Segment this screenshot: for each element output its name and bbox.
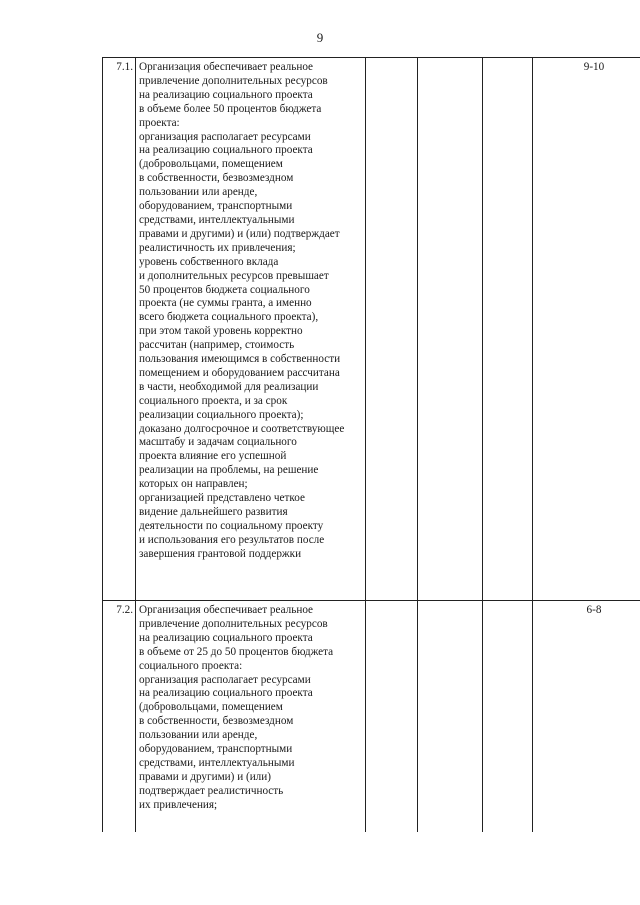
text-line: завершения грантовой поддержки xyxy=(139,547,302,560)
text-line: оборудованием, транспортными xyxy=(139,200,293,213)
text-line: на реализацию социального проекта xyxy=(139,144,313,157)
text-line: Организация обеспечивает реальное xyxy=(139,604,314,616)
text-line: подтверждает реалистичность xyxy=(139,784,284,797)
text-line: социального проекта, и за срок xyxy=(139,394,288,407)
text-line: пользовании или аренде, xyxy=(139,729,258,742)
text-line: средствами, интеллектуальными xyxy=(139,213,295,226)
empty-cell xyxy=(483,58,533,601)
text-line: и дополнительных ресурсов превышает xyxy=(139,269,329,282)
text-line: рассчитан (например, стоимость xyxy=(139,339,295,352)
text-line: при этом такой уровень корректно xyxy=(139,325,303,338)
text-line: видение дальнейшего развития xyxy=(139,506,288,518)
empty-cell xyxy=(483,601,533,833)
text-line: их привлечения; xyxy=(139,798,218,811)
text-line: в собственности, безвозмездном xyxy=(139,172,294,185)
text-line: проекта: xyxy=(139,116,180,129)
page-number: 9 xyxy=(316,30,324,45)
text-line: деятельности по социальному проекту xyxy=(139,519,324,532)
empty-cell xyxy=(366,601,418,833)
text-line: правами и другими) и (или) xyxy=(139,770,271,783)
text-line: масштабу и задачам социального xyxy=(139,436,297,449)
text-line: реалистичность их привлечения; xyxy=(139,241,296,254)
text-line: (добровольцами, помещением xyxy=(139,158,283,171)
text-line: пользования имеющимся в собственности xyxy=(139,353,341,366)
text-line: (добровольцами, помещением xyxy=(139,701,283,714)
text-line: реализации социального проекта); xyxy=(139,408,304,421)
text-line: в объеме от 25 до 50 процентов бюджета xyxy=(139,645,334,658)
text-line: оборудованием, транспортными xyxy=(139,743,293,756)
empty-cell xyxy=(418,58,483,601)
criterion-score: 9-10 xyxy=(533,58,640,601)
text-line: всего бюджета социального проекта), xyxy=(139,311,319,324)
text-line: доказано долгосрочное и соответствующее xyxy=(139,422,345,435)
text-line: помещением и оборудованием рассчитана xyxy=(139,366,340,379)
text-line: организацией представлено четкое xyxy=(139,492,305,505)
text-line: в объеме более 50 процентов бюджета xyxy=(139,102,322,115)
text-line: организация располагает ресурсами xyxy=(139,673,311,686)
criteria-table xyxy=(102,57,640,832)
table-row xyxy=(103,58,640,601)
criterion-score: 6-8 xyxy=(533,601,640,833)
text-line: проекта влияние его успешной xyxy=(139,450,287,463)
text-line: на реализацию социального проекта xyxy=(139,88,313,101)
text-line: и использования его результатов после xyxy=(139,533,325,546)
text-line: Организация обеспечивает реальное xyxy=(139,61,314,73)
text-line: социального проекта: xyxy=(139,659,243,672)
text-line: привлечение дополнительных ресурсов xyxy=(139,617,328,630)
text-line: пользовании или аренде, xyxy=(139,186,258,199)
text-line: на реализацию социального проекта xyxy=(139,687,313,700)
empty-cell xyxy=(366,58,418,601)
table-row xyxy=(103,601,640,833)
text-line: уровень собственного вклада xyxy=(139,255,279,268)
criterion-text xyxy=(136,601,366,833)
criterion-number: 7.1. xyxy=(103,58,136,601)
text-line: в собственности, безвозмездном xyxy=(139,715,294,728)
empty-cell xyxy=(418,601,483,833)
text-line: реализации на проблемы, на решение xyxy=(139,464,319,477)
text-line: правами и другими) и (или) подтверждает xyxy=(139,227,340,240)
criterion-text xyxy=(136,58,366,601)
text-line: средствами, интеллектуальными xyxy=(139,756,295,769)
criterion-number: 7.2. xyxy=(103,601,136,833)
text-line: организация располагает ресурсами xyxy=(139,130,311,143)
text-line: проекта (не суммы гранта, а именно xyxy=(139,297,312,310)
text-line: привлечение дополнительных ресурсов xyxy=(139,74,328,87)
text-line: в части, необходимой для реализации xyxy=(139,380,319,393)
text-line: 50 процентов бюджета социального xyxy=(139,283,310,296)
text-line: на реализацию социального проекта xyxy=(139,631,313,644)
text-line: которых он направлен; xyxy=(139,478,248,491)
